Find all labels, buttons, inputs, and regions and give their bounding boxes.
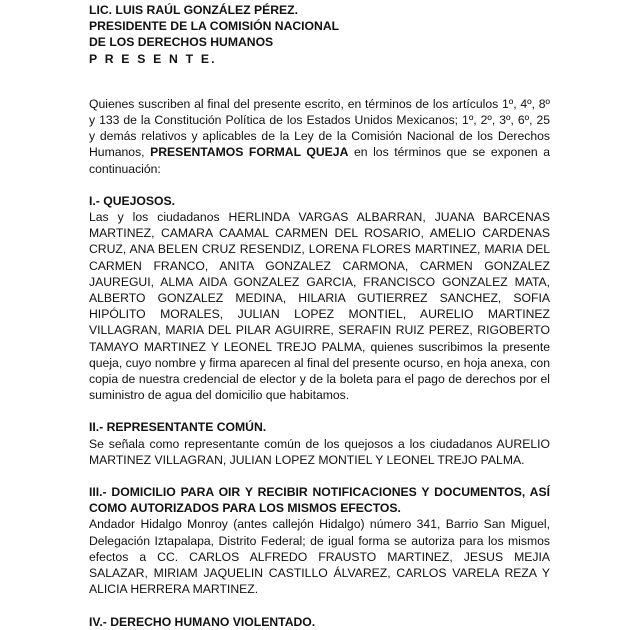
intro-paragraph [89,96,550,177]
section-body-domicilio: Andador Hidalgo Monroy (antes callejón Hidalgo) número 341, Barrio San Miguel, Delegación Iztapalapa, Distrito Federal; de igual forma se autoriza para los mismos efectos a CC. CARLOS ALFREDO FRAUSTO MARTINEZ, JESUS MEJIA SALAZAR, MIRIAM JAQUELIN CASTILLO ÁLVAREZ, CARLOS VARELA REZA Y ALICIA HERRERA MARTINEZ. [89,517,550,597]
addressee-name: LIC. LUIS RAÚL GONZÁLEZ PÉREZ. [89,3,298,17]
intro-text-end: en los términos que se exponen a continuación: [89,145,550,176]
intro-bold-phrase: PRESENTAMOS FORMAL QUEJA [150,145,349,160]
section-heading-derecho: IV.- DERECHO HUMANO VIOLENTADO. [89,614,316,629]
section-heading-representante: II.- REPRESENTANTE COMÚN. [89,420,267,435]
intro-text-start: Quienes suscriben al final del presente escrito, en términos de los artículos 1º, 4º, 8º y 133 de la Constitución Política de los Estados Unidos Mexicanos; 1º, 2º, 3º, 6º, 25 y demás relativos y aplicables de la Ley de la Comisión Nacional de los Derechos Humanos, [89,96,550,160]
addressee-block [89,2,550,67]
section-heading-domicilio: III.- DOMICILIO PARA OIR Y RECIBIR NOTIFICACIONES Y DOCUMENTOS, ASÍ COMO AUTORIZADOS PARA LOS MISMOS EFECTOS. [89,485,550,516]
addressee-presente: P R E S E N T E. [89,51,217,66]
section-body-representante: Se señala como representante común de los quejosos a los ciudadanos AURELIO MARTINEZ VILLAGRAN, JULIAN LOPEZ MONTIEL Y LEONEL TREJO PALMA. [89,436,550,467]
addressee-institution: DE LOS DERECHOS HUMANOS [89,35,274,50]
document-page [89,2,550,630]
section-heading-quejosos: I.- QUEJOSOS. [89,193,176,208]
section-body-quejosos: Las y los ciudadanos HERLINDA VARGAS ALBARRAN, JUANA BARCENAS MARTINEZ, CAMARA CAAMAL CARMEN DEL ROSARIO, AMELIO CARDENAS CRUZ, ANA BELEN CRUZ RESENDIZ, LORENA FLORES MARTINEZ, MARIA DEL CARMEN FRANCO, ANITA GONZALEZ CARMONA, CARMEN GONZALEZ JAUREGUI, ALMA AIDA GONZALEZ GARCIA, FRANCISCO GONZALEZ MATA, ALBERTO GONZALEZ MEDINA, HILARIA GUTIERREZ SANCHEZ, SOFIA HIPÓLITO MORALES, JULIAN LOPEZ MONTIEL, AURELIO MARTINEZ VILLAGRAN, MARIA DEL PILAR AGUIRRE, SERAFIN RUIZ PEREZ, RIGOBERTO TAMAYO MARTINEZ Y LEONEL TREJO PALMA, quienes suscribimos la presente queja, cuyo nombre y firma aparecen al final del presente ocurso, en hoja anexa, con copia de nuestra credencial de elector y de la boleta para el pago de derechos por el suministro de agua del domicilio que habitamos. [89,210,550,403]
addressee-title: PRESIDENTE DE LA COMISIÓN NACIONAL [89,19,340,34]
